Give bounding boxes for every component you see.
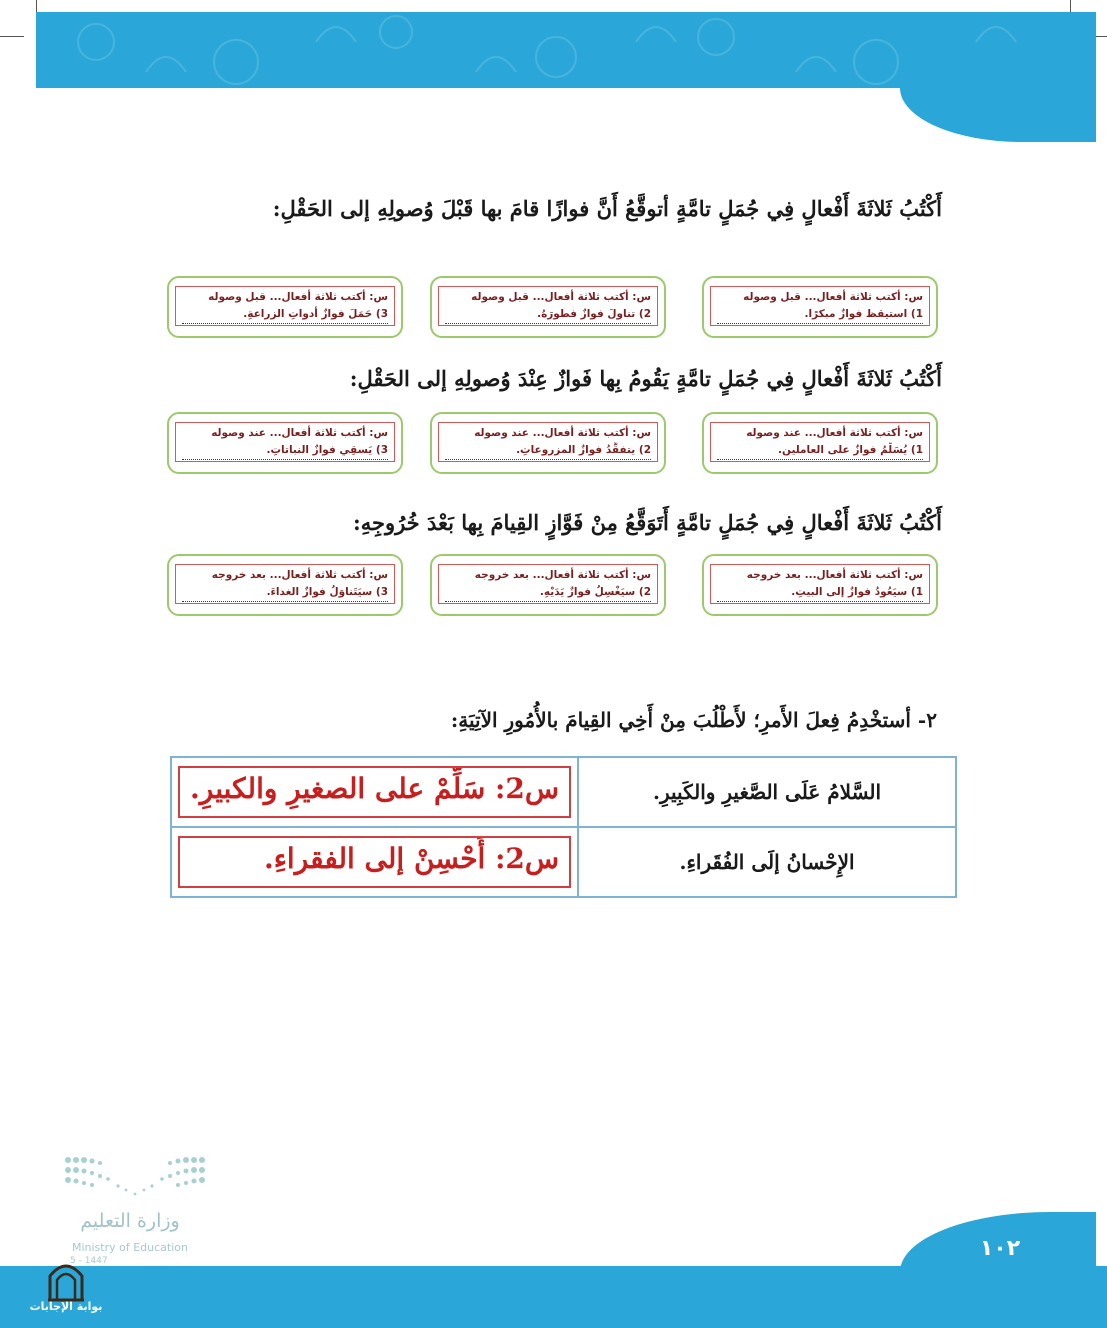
prompt-cell: السَّلامُ عَلَى الصَّغيرِ والكَبِيرِ. <box>578 757 956 827</box>
banner-pattern <box>36 12 1096 88</box>
answer-box: س: أكتب ثلاثة أفعال... عند وصوله 2) يتفقَّدُ فوازٌ المزروعاتِ. <box>430 412 666 474</box>
answer-box: س: أكتب ثلاثة أفعال... عند وصوله 3) يَسقِي فوازٌ النباتاتِ. <box>167 412 403 474</box>
answer-text: 2) سيَغْسِلُ فوازٌ يَدَيْهِ. <box>445 584 651 602</box>
watermark-text: بوابة الإجابات <box>29 1300 103 1313</box>
answer-box: س: أكتب ثلاثة أفعال... قبل وصوله 3) حَمَلَ فوازٌ أدواتِ الزراعةِ. <box>167 276 403 338</box>
table-row <box>171 757 956 827</box>
answer-text: 1) استيقظ فوازٌ مبكرًا. <box>717 306 923 324</box>
question-after-leaving: أَكْتُبُ ثَلاثَةَ أَفْعالٍ فِي جُمَلٍ تامَّةٍ أَتَوَقَّعُ مِنْ فَوَّازٍ القِيامَ بِها بَعْدَ خُرُوجِهِ: <box>352 510 942 535</box>
answer-text: 3) حَمَلَ فوازٌ أدواتِ الزراعةِ. <box>182 306 388 324</box>
mosque-gate-icon <box>46 1258 86 1302</box>
ministry-name-en: Ministry of Education <box>71 1241 188 1254</box>
question-before-arrival: أَكْتُبُ ثَلاثَةَ أَفْعالٍ فِي جُمَلٍ تامَّةٍ أتوقَّعُ أَنَّ فوازًا قامَ بها قَبْلَ وُصولِهِ إلى الحَقْلِ: <box>272 196 942 221</box>
edition-year: 5 - 1447 <box>70 1256 108 1266</box>
table-row <box>171 827 956 897</box>
answer-text: 3) يَسقِي فوازٌ النباتاتِ. <box>182 442 388 460</box>
answer-box: س: أكتب ثلاثة أفعال... قبل وصوله 1) استيقظ فوازٌ مبكرًا. <box>702 276 938 338</box>
section-2-title: ٢- أستخْدِمُ فِعلَ الأَمرِ؛ لأَطْلُبَ مِنْ أَخِي القِيامَ بالأُمُورِ الآتِيَةِ: <box>450 708 937 732</box>
page-number: ١٠٢ <box>979 1236 1021 1261</box>
answer-box: س: أكتب ثلاثة أفعال... بعد خروجه 1) سيَعُودُ فوازٌ إلى البيتِ. <box>702 554 938 616</box>
ministry-name-ar: وزارة التعليم <box>80 1210 180 1232</box>
ministry-logo-icon <box>60 1152 210 1202</box>
bottom-banner <box>0 1266 1107 1328</box>
reply-box: س2: سَلِّمْ على الصغيرِ والكبيرِ. <box>178 766 571 818</box>
prompt-cell: الإِحْسانُ إلَى الفُقَراءِ. <box>578 827 956 897</box>
top-banner-tail <box>900 88 1096 142</box>
answer-box: س: أكتب ثلاثة أفعال... عند وصوله 1) يُسَلِّمُ فوازٌ على العاملين. <box>702 412 938 474</box>
answer-text: 1) سيَعُودُ فوازٌ إلى البيتِ. <box>717 584 923 602</box>
answer-box: س: أكتب ثلاثة أفعال... قبل وصوله 2) تناولَ فوازٌ فطورَهُ. <box>430 276 666 338</box>
command-table <box>170 756 957 898</box>
answer-text: 3) سيَتَناوَلُ فوازٌ الغداءَ. <box>182 584 388 602</box>
answer-text: 2) تناولَ فوازٌ فطورَهُ. <box>445 306 651 324</box>
reply-box: س2: أَحْسِنْ إلى الفقراءِ. <box>178 836 571 888</box>
answer-text: 2) يتفقَّدُ فوازٌ المزروعاتِ. <box>445 442 651 460</box>
answer-text: 1) يُسَلِّمُ فوازٌ على العاملين. <box>717 442 923 460</box>
crop-mark <box>0 36 24 37</box>
answer-box: س: أكتب ثلاثة أفعال... بعد خروجه 3) سيَتَناوَلُ فوازٌ الغداءَ. <box>167 554 403 616</box>
answer-box: س: أكتب ثلاثة أفعال... بعد خروجه 2) سيَغْسِلُ فوازٌ يَدَيْهِ. <box>430 554 666 616</box>
question-on-arrival: أَكْتُبُ ثَلاثَةَ أَفْعالٍ فِي جُمَلٍ تامَّةٍ يَقُومُ بِها فَوازٌ عِنْدَ وُصولِهِ إلى الحَقْلِ: <box>349 366 942 391</box>
